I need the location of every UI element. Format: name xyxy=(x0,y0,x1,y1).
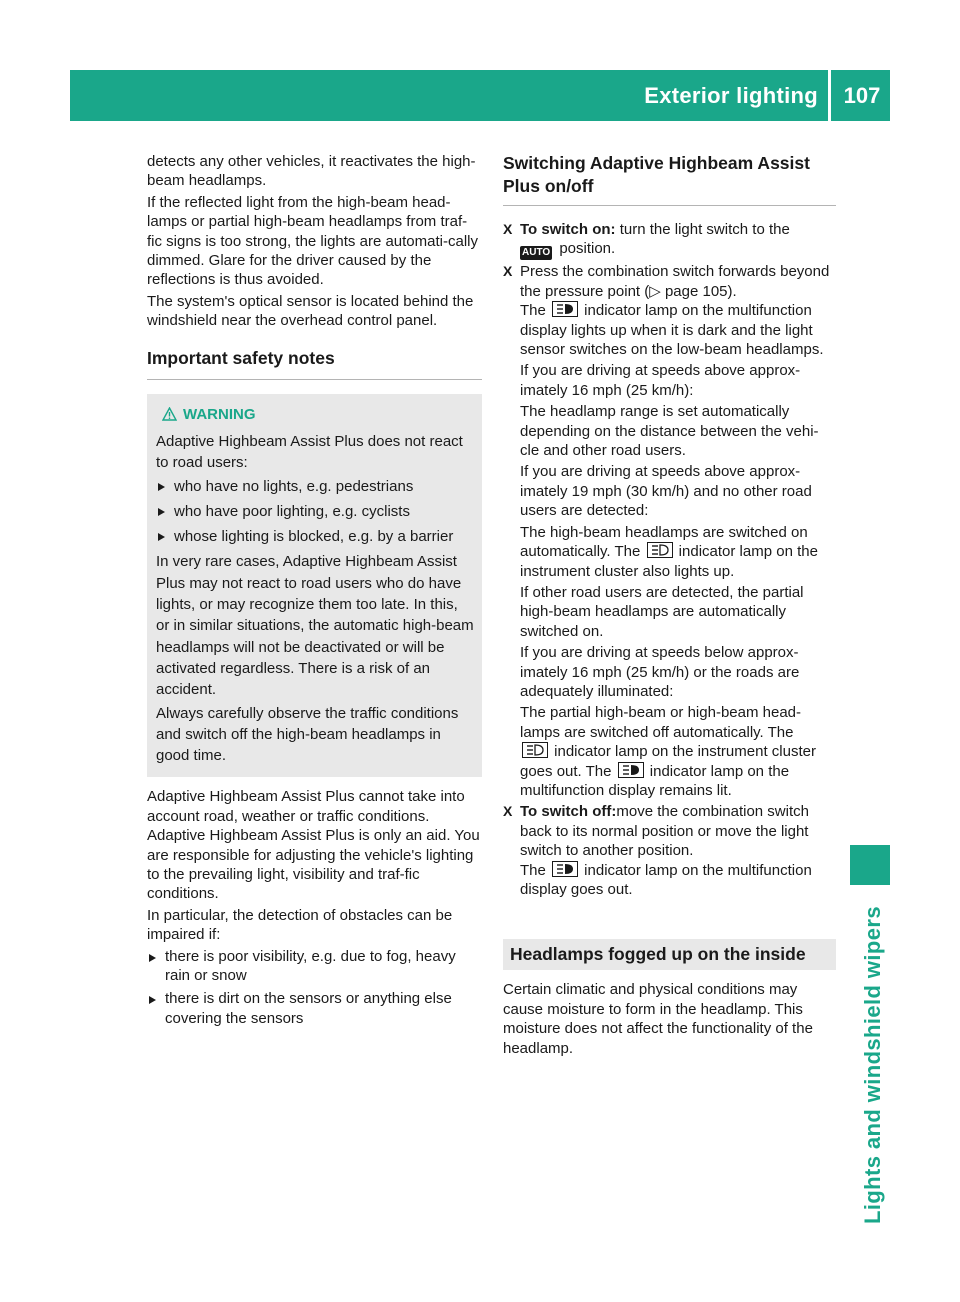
highbeam-off-text-c: indicator lamp on the multifunction display remains lit. xyxy=(520,762,790,799)
step-press-switch xyxy=(503,262,836,359)
intro-paragraph-3: The system's optical sensor is located behind the windshield near the overhead control panel. xyxy=(147,292,474,330)
limits-paragraph: Adaptive Highbeam Assist Plus cannot take into account road, weather or traffic conditions. Adaptive Highbeam Assist Plus is only an aid. You are responsible for adjusting the vehicle's lighting to the prevailing light, visibility and traf-fic conditions. xyxy=(147,788,480,903)
warning-paragraph-2: Always carefully observe the traffic conditions and switch off the high-beam headlamps in good time. xyxy=(156,704,459,765)
warning-triangle-icon xyxy=(162,407,177,421)
page-reference-arrow-icon[interactable]: ▷ xyxy=(649,282,661,300)
section-side-label xyxy=(849,900,897,1230)
highbeam-off-text-a: The partial high-beam or high-beam head-lamps are switched off automatically. The xyxy=(520,704,801,741)
speed-paragraph-3: If you are driving at speeds below approx-imately 16 mph (25 km/h) or the roads are adequately illuminated: xyxy=(520,644,800,700)
warning-intro: Adaptive Highbeam Assist Plus does not react to road users: xyxy=(156,432,463,472)
switch-on-text-2: position. xyxy=(555,240,616,258)
page-number: 107 xyxy=(843,83,881,108)
switch-on-label: To switch on: xyxy=(520,221,616,238)
warning-bullet-3: whose lighting is blocked, e.g. by a barrier xyxy=(156,526,474,547)
highbeam-on-paragraph xyxy=(503,523,836,581)
section-tab-marker xyxy=(850,845,890,885)
speed-paragraph-2: If you are driving at speeds above approx-imately 19 mph (30 km/h) and no other road users are detected: xyxy=(520,463,812,520)
highbeam-off-paragraph xyxy=(503,703,836,800)
range-paragraph: The headlamp range is set automatically depending on the distance between the vehi-cle and other road users. xyxy=(520,403,819,460)
highbeam-on-text-b: indicator lamp on the instrument cluster also lights up. xyxy=(520,543,818,580)
warning-bullet-2: who have poor lighting, e.g. cyclists xyxy=(156,501,474,522)
intro-paragraph-2: If the reflected light from the high-beam head-lamps or partial high-beam headlamps from traf-fic signs is too strong, the lights are automati-cally dimmed. Glare for the driver caused by the reflections is thus avoided. xyxy=(147,193,478,289)
highbeam-on-text-a: The high-beam headlamps are switched on automatically. The xyxy=(520,523,808,561)
highbeam-assist-indicator-icon xyxy=(552,301,578,317)
warning-header xyxy=(156,404,474,425)
warning-paragraph-1: In very rare cases, Adaptive Highbeam Assist Plus may not react to road users who do have lights, or may recognize them too late. In this, or in similar situations, the automatic high-beam headlamps will not be deactivated or will be activated regardless. There is a risk of an accident. xyxy=(156,553,474,699)
fog-heading: Headlamps fogged up on the inside xyxy=(503,939,836,970)
switch-off-the: The xyxy=(520,861,551,879)
speed-paragraph-1: If you are driving at speeds above approx-imately 16 mph (25 km/h): xyxy=(520,362,801,399)
safety-heading: Important safety notes xyxy=(147,347,482,380)
press-text: Press the combination switch forwards beyond the pressure point ( xyxy=(520,263,830,300)
step-switch-on xyxy=(503,220,836,260)
step-switch-off xyxy=(503,802,836,899)
section-side-label-text: Lights and windshield wipers xyxy=(860,905,886,1225)
impair-bullet-1: there is poor visibility, e.g. due to fog, heavy rain or snow xyxy=(147,947,482,986)
header-divider xyxy=(828,70,831,121)
page-reference[interactable]: page 105). xyxy=(660,282,737,300)
right-column xyxy=(503,152,836,1060)
warning-bullet-1: who have no lights, e.g. pedestrians xyxy=(156,476,474,497)
fog-paragraph: Certain climatic and physical conditions may cause moisture to form in the headlamp. This moisture does not affect the functionality of the headlamp. xyxy=(503,981,813,1057)
switch-off-lamp-text: indicator lamp on the multifunction display goes out. xyxy=(520,861,812,898)
highbeam-assist-indicator-icon xyxy=(552,861,578,877)
impair-paragraph: In particular, the detection of obstacles can be impaired if: xyxy=(147,906,453,944)
highbeam-assist-indicator-icon xyxy=(618,762,644,778)
warning-label: WARNING xyxy=(183,405,256,423)
impair-bullet-2: there is dirt on the sensors or anything else covering the sensors xyxy=(147,989,482,1028)
warning-box xyxy=(147,394,482,778)
press-the: The xyxy=(520,302,551,320)
partial-highbeam-paragraph: If other road users are detected, the partial high-beam headlamps are automatically switched on. xyxy=(520,583,804,640)
left-column xyxy=(147,152,482,1032)
switch-off-label: To switch off: xyxy=(520,803,617,821)
switch-off-text: move the combination switch back to its normal position or move the light switch to another position. xyxy=(520,803,809,860)
switch-on-text: turn the light switch to the xyxy=(615,221,790,238)
switch-heading: Switching Adaptive Highbeam Assist Plus on/off xyxy=(503,152,836,206)
header-title: Exterior lighting xyxy=(644,83,818,108)
press-lamp-text: indicator lamp on the multifunction display lights up when it is dark and the light sensor switches on the low-beam headlamps. xyxy=(520,302,824,359)
intro-paragraph-1: detects any other vehicles, it reactivates the high-beam headlamps. xyxy=(147,153,476,190)
highbeam-off-text-b: indicator lamp on the instrument cluster goes out. The xyxy=(520,743,816,780)
highbeam-indicator-icon xyxy=(522,742,548,758)
auto-light-icon: AUTO xyxy=(522,247,551,259)
highbeam-indicator-icon xyxy=(647,542,673,558)
page-header xyxy=(70,70,890,121)
